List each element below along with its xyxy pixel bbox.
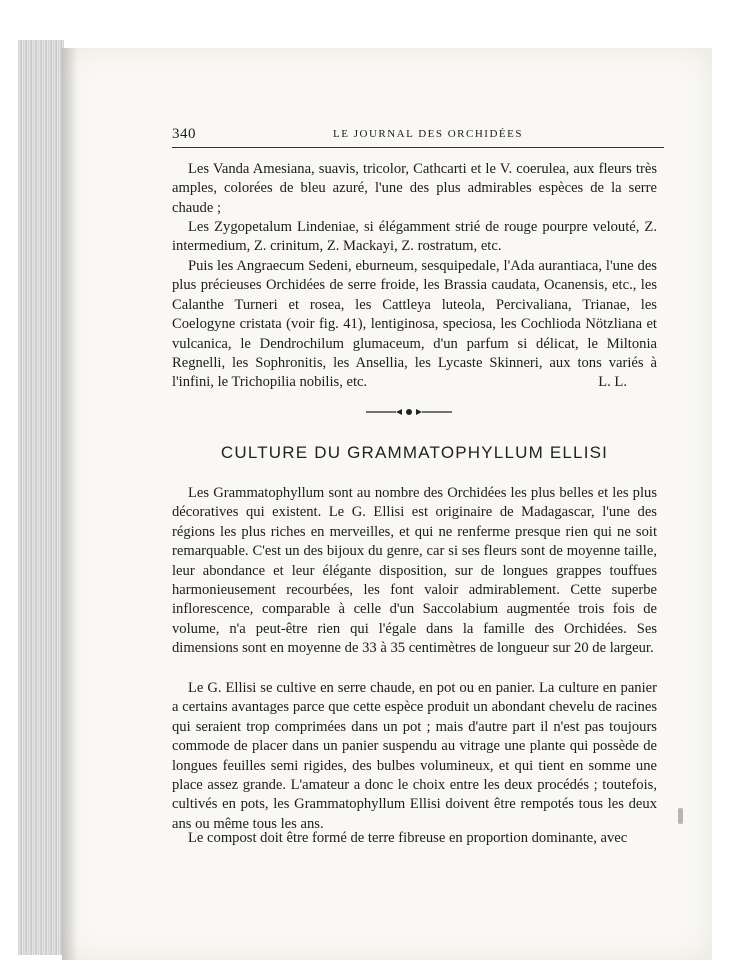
intro-paragraph-2 [172,218,657,257]
gutter-shadow [62,48,78,960]
margin-pencil-mark [678,808,683,824]
book-binding-edge [18,40,64,955]
section-title: CULTURE DU GRAMMATOPHYLLUM ELLISI [220,443,609,462]
section-paragraph-1 [172,484,657,659]
paragraph-text: Le compost doit être formé de terre fibreuse en proportion dominante, avec [188,830,628,846]
paragraph-body: Puis les Angraecum Sedeni, eburneum, sesquipedale, l'Ada aurantiaca, l'une des plus précieuses Orchidées de serre froide, les Brassia caudata, Ocanensis, etc., les Calanthe Turneri et rosea, les Cattleya luteola, Percivaliana, Trianae, les Coelogyne cristata (voir fig. 41), lentiginosa, speciosa, les Cochlioda Nötzliana et vulcanica, le Dendrochilum glumaceum, d'un parfum si délicat, le Miltonia Regnelli, les Sophronitis, les Ansellia, les Lycaste Skinneri, aux tons variés à l'infini, le Trichopilia nobilis, etc. [172,258,657,391]
paragraph-text: Les Grammatophyllum sont au nombre des Orchidées les plus belles et les plus décoratives qui existent. Le G. Ellisi est originaire de Madagascar, l'une des régions les plus riches en merveilles, et qui ne renferme presque rien qui ne soit remarquable. C'est un des bijoux du genre, car si ses fleurs sont de moyenne taille, leur abondance et leur élégante disposition, sur de longues grappes touffues harmonieusement recourbées, les font valoir admirablement. Cette superbe inflorescence, comparable à celle d'un Saccolabium augmentée trois fois de volume, n'a peut-être rien qui l'égale dans la famille des Orchidées. Ses dimensions sont en moyenne de 33 à 35 centimètres de longueur sur 20 de largeur. [172,485,657,657]
section-paragraph-3 [172,829,657,848]
paragraph-text: Les Zygopetalum Lindeniae, si élégamment strié de rouge pourpre velouté, Z. intermedium, Z. crinitum, Z. Mackayi, Z. rostratum, etc. [172,219,657,255]
section-paragraph-2 [172,679,657,834]
intro-paragraph-1 [172,160,657,218]
paragraph-text: Les Vanda Amesiana, suavis, tricolor, Cathcarti et le V. coerulea, aux fleurs très amples, colorées de bleu azuré, l'une des plus admirables espèces de la serre chaude ; [172,161,657,216]
intro-paragraph-3 [172,257,657,393]
running-title: LE JOURNAL DES ORCHIDÉES [333,128,523,140]
page-number: 340 [172,126,196,142]
paragraph-text [172,257,657,393]
paragraph-text: Le G. Ellisi se cultive en serre chaude, en pot ou en panier. La culture en panier a certains avantages parce que cette espèce produit un abondant chevelu de racines qui seraient trop comprimées dans un pot ; mais d'autre part il n'est pas toujours commode de placer dans un panier suspendu au vitrage une plante qui possède de longues feuilles semi rigides, des bulbes volumineux, et qui tient en somme une place assez grande. L'amateur a donc le choix entre les deux procédés ; toutefois, cultivés en pots, les Grammatophyllum Ellisi doivent être rempotés tous les deux ans ou même tous les ans. [172,680,657,832]
header-rule [172,147,664,148]
ornament-divider-icon [366,406,452,418]
author-signature: L. L. [598,374,627,391]
page-header [172,124,664,144]
